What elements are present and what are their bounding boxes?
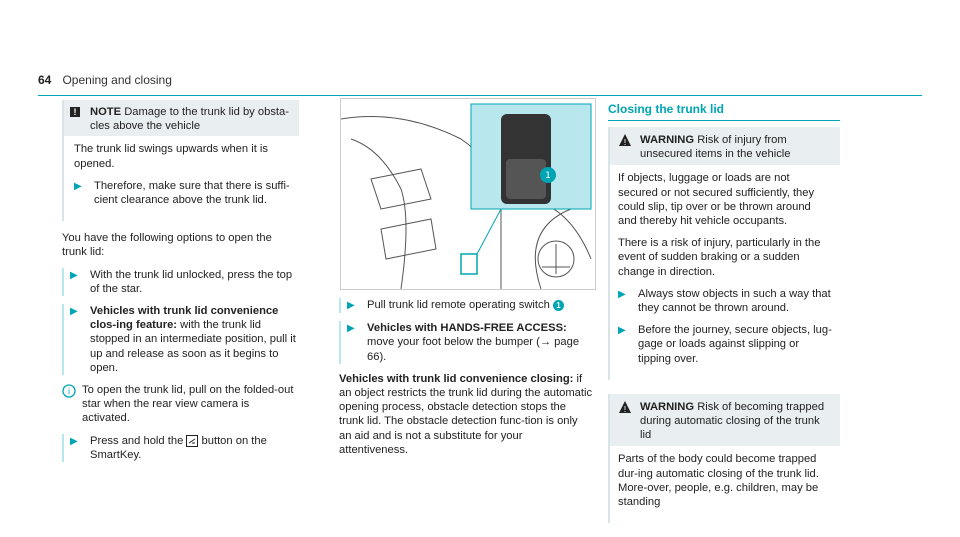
warning-label: WARNING	[640, 400, 695, 413]
warning-body	[610, 446, 840, 523]
tip-text: To open the trunk lid, pull on the folded-out star when the rear view camera is activated.	[82, 384, 294, 425]
column-2	[339, 298, 593, 465]
warning-box-1	[608, 127, 840, 380]
warning-paragraph-1: If objects, luggage or loads are not secured or not secured sufficiently, they could slip, tip over or be thrown around and thereby hit vehicle occupants.	[618, 172, 815, 228]
note-box	[62, 100, 299, 221]
page-header	[38, 73, 922, 96]
info-tip-icon	[62, 384, 76, 398]
column-1	[62, 100, 299, 470]
callout-badge: 1	[553, 300, 564, 311]
step-pull-text: Pull trunk lid remote operating switch	[367, 299, 550, 311]
note-paragraph: The trunk lid swings upwards when it is opened.	[74, 143, 269, 170]
note-body	[64, 136, 299, 221]
arrow-icon: ▶	[618, 288, 626, 300]
warning-icon	[618, 400, 632, 414]
warning-icon	[618, 133, 632, 147]
trunk-key-icon	[186, 435, 198, 447]
warning-step-1	[618, 287, 832, 315]
note-head-text: Damage to the trunk lid by obsta-cles above the vehicle	[90, 106, 289, 133]
step-pull	[339, 298, 593, 313]
step-3	[62, 434, 299, 462]
warning-step-2	[618, 323, 832, 366]
arrow-icon: ▶	[347, 300, 355, 311]
column-3	[608, 100, 840, 537]
step-hands-free-bold: Vehicles with HANDS-FREE ACCESS:	[367, 322, 567, 335]
exclamation-icon: !	[70, 107, 80, 117]
warning-body	[610, 165, 840, 379]
arrow-icon: ▶	[70, 435, 78, 447]
step-2	[62, 304, 299, 375]
step-hands-free	[339, 321, 593, 364]
intro-paragraph: You have the following options to open the trunk lid:	[62, 232, 272, 259]
step-2-text: with the trunk lid stopped in an intermediate position, pull it up and release as soon as it begins to open.	[90, 319, 296, 374]
warning-header	[610, 127, 840, 165]
arrow-icon: ▶	[347, 323, 355, 335]
para-text: if an object restricts the trunk lid during the automatic opening process, obstacle detection stops the trunk lid. The obstacle detection func-tion is only an aid and is not a substitute for your attentiveness.	[339, 372, 593, 456]
tip	[62, 383, 299, 426]
step-1-text: With the trunk lid unlocked, press the top of the star.	[90, 268, 293, 295]
car-door-drawing	[341, 99, 595, 289]
warning-head-text: Risk of becoming trapped during automatic closing of the trunk lid	[640, 400, 825, 442]
section-title: Closing the trunk lid	[608, 102, 840, 121]
arrow-icon: ▶	[70, 269, 78, 281]
callout-label: 1	[545, 171, 551, 181]
note-header	[64, 100, 299, 136]
note-label: NOTE	[90, 106, 122, 118]
step-2-bold: Vehicles with trunk lid convenience clos-ing feature:	[90, 305, 279, 332]
warning-step-2-text: Before the journey, secure objects, lug-gage or loads against slipping or tipping over.	[638, 324, 832, 365]
warning-head-text: Risk of injury from unsecured items in the vehicle	[640, 134, 791, 161]
svg-text:!: !	[623, 138, 627, 147]
para-bold: Vehicles with trunk lid convenience closing:	[339, 372, 574, 385]
trunk-switch-illustration	[340, 98, 596, 290]
arrow-icon: ▶	[70, 306, 78, 318]
warning-label: WARNING	[640, 134, 695, 146]
warning-box-2	[608, 394, 840, 523]
step-hands-free-text: move your foot below the bumper (→ page 66).	[367, 336, 580, 363]
warning-step-1-text: Always stow objects in such a way that they cannot be thrown around.	[638, 287, 831, 315]
warning-paragraph-2: There is a risk of injury, particularly in the event of sudden braking or a sudden change in direction.	[618, 237, 821, 278]
warning-2-paragraph: Parts of the body could become trapped dur-ing automatic closing of the trunk lid. More-over, people, e.g. children, may be standing	[618, 453, 819, 509]
step-1	[62, 268, 299, 296]
arrow-icon: ▶	[74, 180, 82, 192]
warning-header	[610, 394, 840, 447]
note-step	[74, 179, 293, 207]
svg-text:!: !	[623, 404, 627, 414]
step-3-post: button on the SmartKey.	[90, 434, 267, 461]
page-number: 64	[38, 73, 52, 87]
step-3-pre: Press and hold the	[90, 434, 184, 447]
page-title: Opening and closing	[62, 73, 172, 87]
note-step-text: Therefore, make sure that there is suffi-cient clearance above the trunk lid.	[94, 179, 290, 207]
arrow-icon: ▶	[618, 325, 626, 337]
svg-text:i: i	[67, 387, 71, 398]
